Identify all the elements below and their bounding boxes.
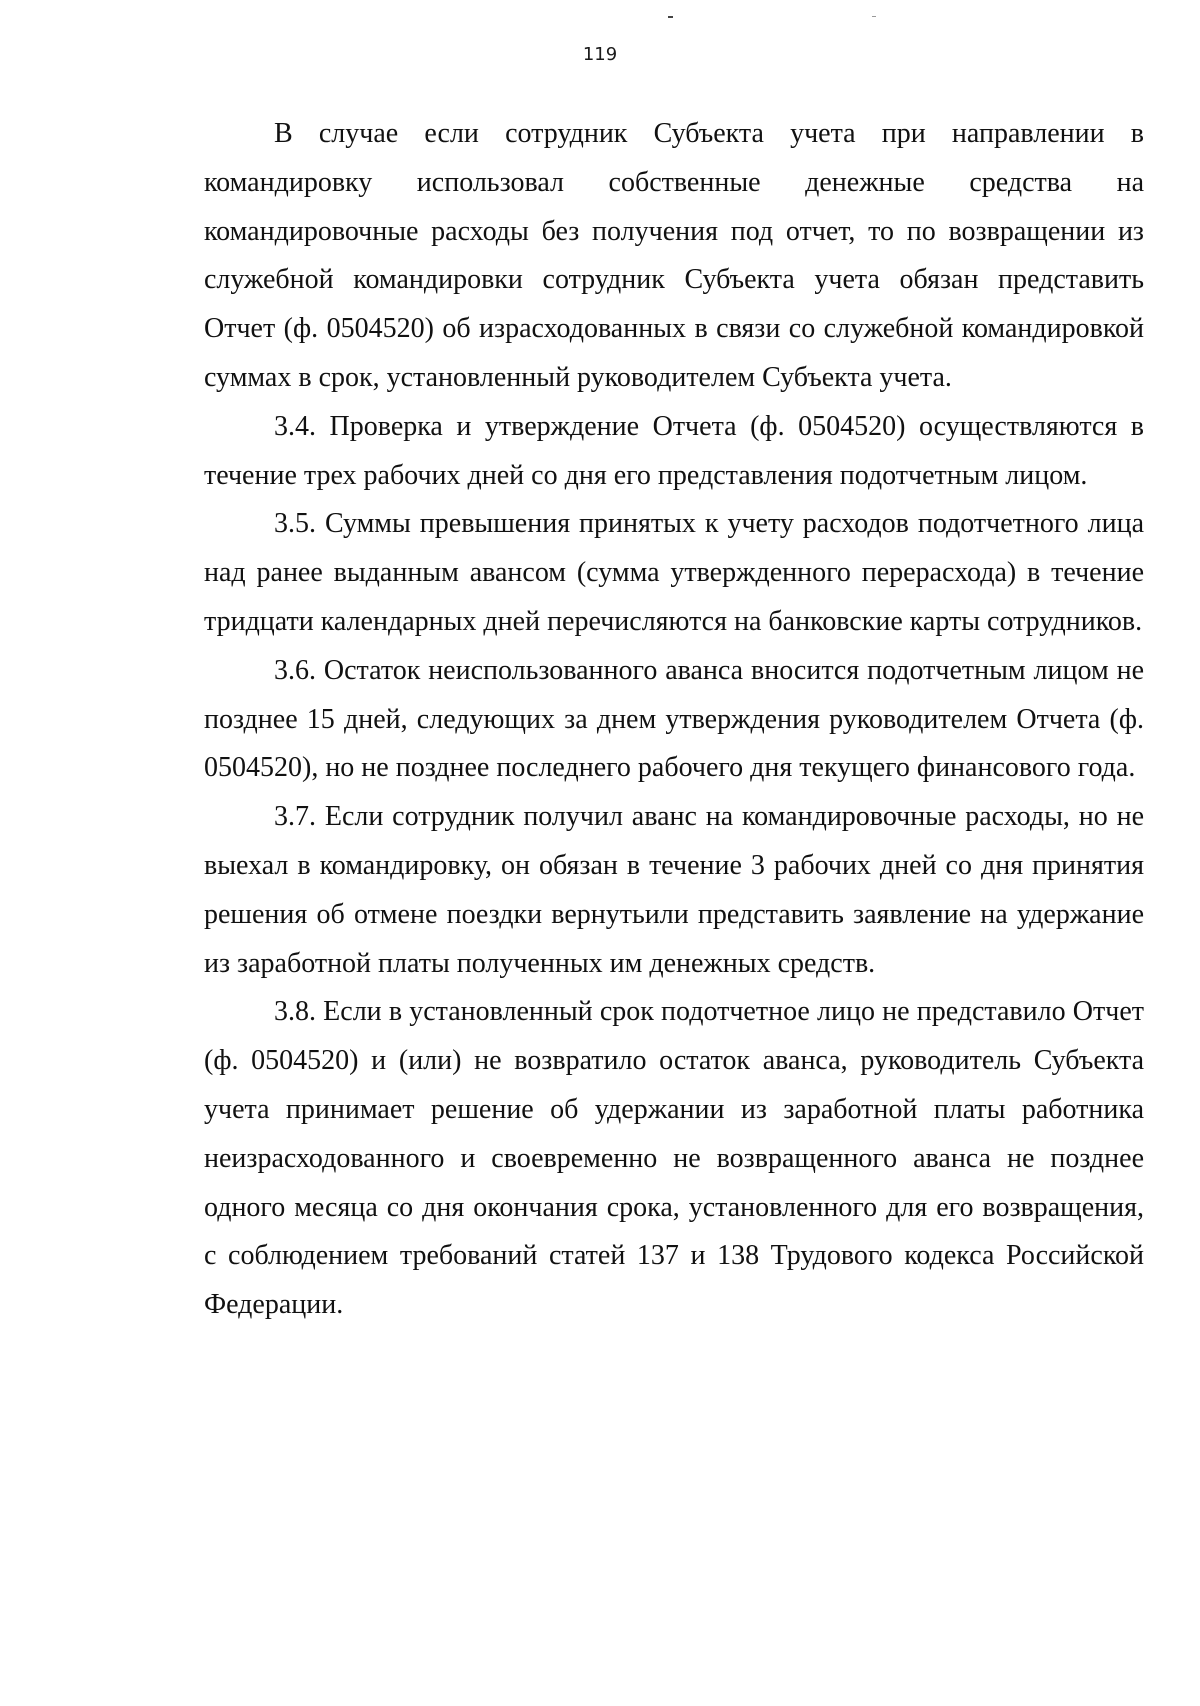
- paragraph-3-5: 3.5. Суммы превышения принятых к учету расходов подотчетного лица над ранее выданным авансом (сумма утвержденного перерасхода) в течение тридцати календарных дней перечисляются на банковские карты сотрудников.: [204, 508, 1144, 637]
- scan-artifact: [668, 16, 673, 18]
- document-body: [204, 110, 1144, 1330]
- scan-artifact: [872, 16, 876, 17]
- paragraph-3-4: 3.4. Проверка и утверждение Отчета (ф. 0504520) осуществляются в течение трех рабочих дней со дня его представления подотчетным лицом.: [204, 410, 1144, 491]
- page-number: 119: [582, 44, 618, 65]
- paragraph-business-trip-own-funds: В случае если сотрудник Субъекта учета при направлении в командировку использовал собственные денежные средства на командировочные расходы без получения под отчет, то по возвращении из служебной командировки сотрудник Субъекта учета обязан представить Отчет (ф. 0504520) об израсходованных в связи со служебной командировкой суммах в срок, установленный руководителем Субъекта учета.: [204, 118, 1144, 393]
- paragraph-3-7: 3.7. Если сотрудник получил аванс на командировочные расходы, но не выехал в командировку, он обязан в течение 3 рабочих дней со дня принятия решения об отмене поездки вернутьили представить заявление на удержание из заработной платы полученных им денежных средств.: [204, 801, 1144, 979]
- paragraph-3-8: 3.8. Если в установленный срок подотчетное лицо не представило Отчет (ф. 0504520) и (или) не возвратило остаток аванса, руководитель Субъекта учета принимает решение об удержании из заработной платы работника неизрасходованного и своевременно не возвращенного аванса не позднее одного месяца со дня окончания срока, установленного для его возвращения, с соблюдением требований статей 137 и 138 Трудового кодекса Российской Федерации.: [204, 996, 1144, 1321]
- paragraph-3-6: 3.6. Остаток неиспользованного аванса вносится подотчетным лицом не позднее 15 дней, следующих за днем утверждения руководителем Отчета (ф. 0504520), но не позднее последнего рабочего дня текущего финансового года.: [204, 654, 1144, 784]
